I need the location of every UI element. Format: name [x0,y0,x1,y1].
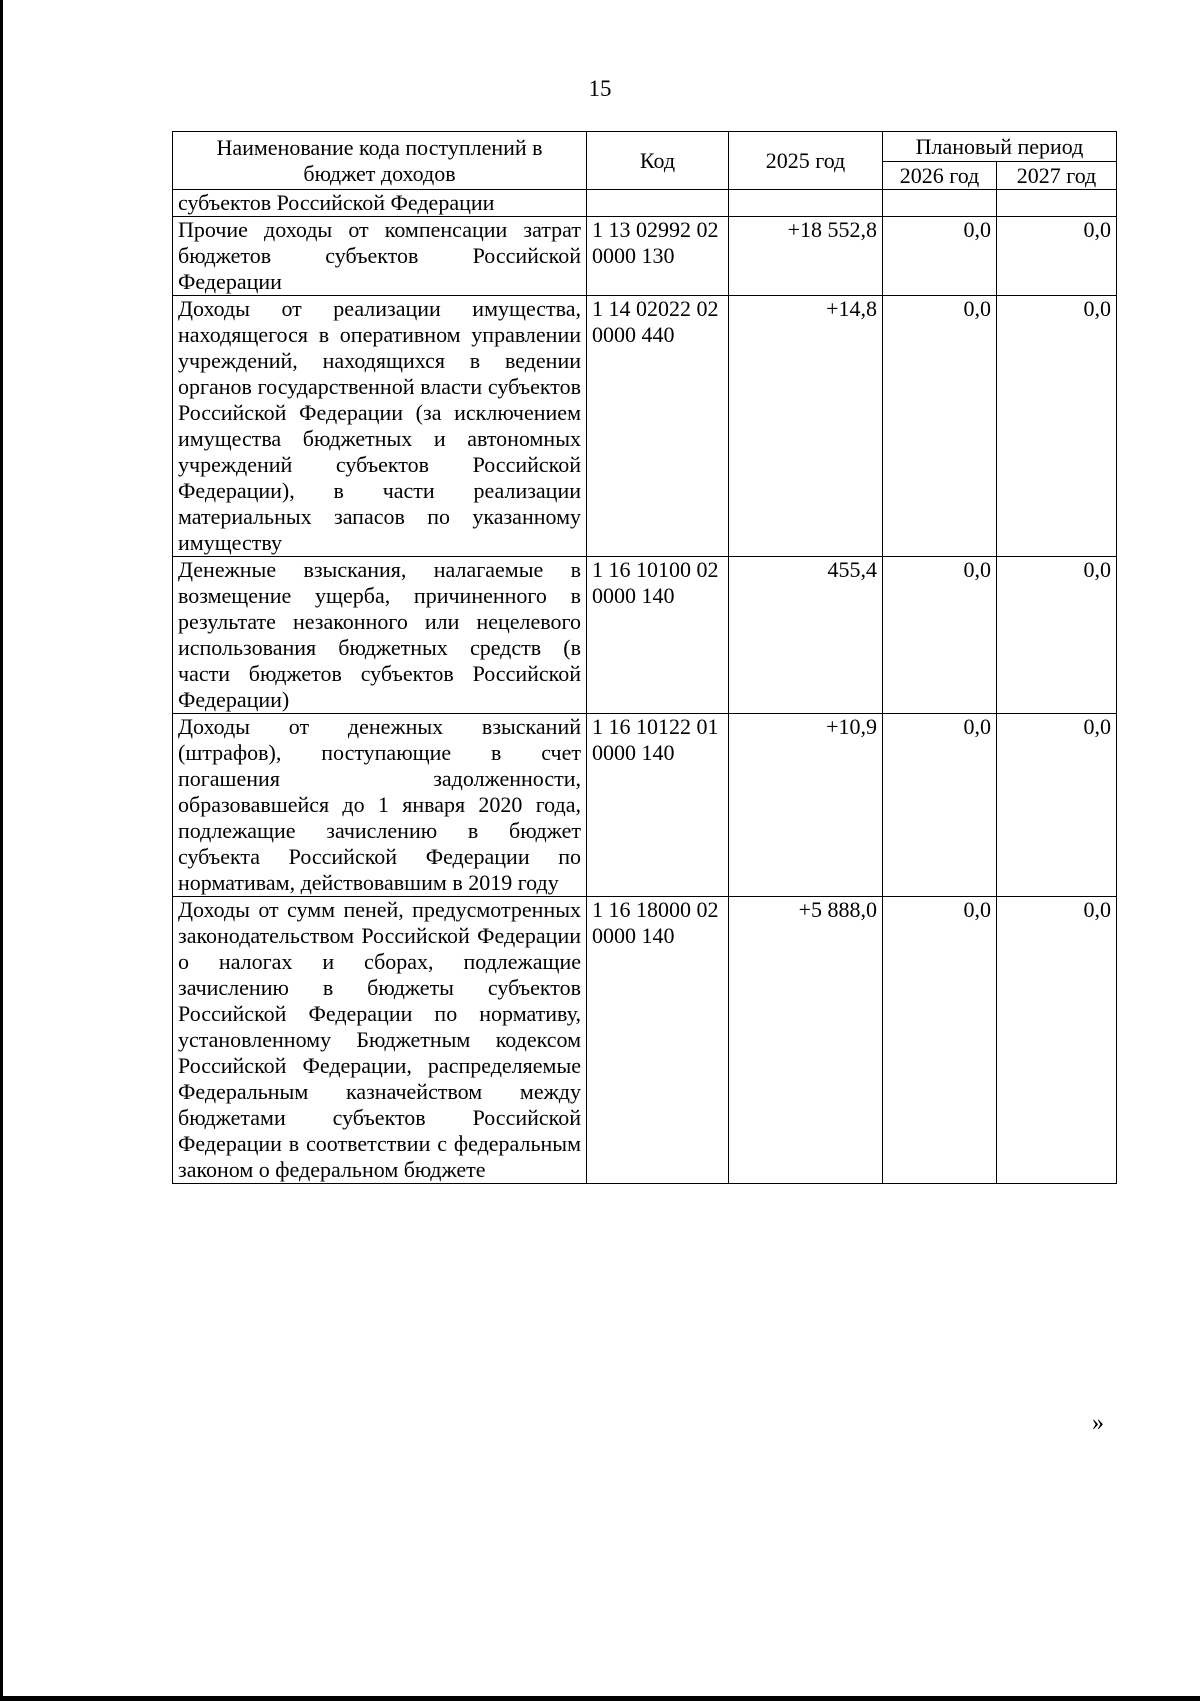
row-name: Прочие доходы от компенсации затрат бюджетов субъектов Российской Федерации [173,217,587,296]
row-value-2026: 0,0 [883,897,997,1184]
table-row [173,714,1117,897]
row-value-2026 [883,190,997,217]
row-value-2025: +5 888,0 [729,897,883,1184]
row-value-2025 [729,190,883,217]
row-value-2027: 0,0 [997,217,1117,296]
table-row [173,897,1117,1184]
row-value-2025: +14,8 [729,296,883,557]
page-number: 15 [588,76,612,101]
row-code: 1 13 02992 02 0000 130 [587,217,729,296]
row-code: 1 14 02022 02 0000 440 [587,296,729,557]
row-value-2027: 0,0 [997,557,1117,714]
row-value-2027: 0,0 [997,897,1117,1184]
row-name: Доходы от сумм пеней, предусмотренных законодательством Российской Федерации о налогах и сборах, подлежащие зачислению в бюджеты субъектов Российской Федерации по нормативу, установленному Бюджетным кодексом Российской Федерации, распределяемые Федеральным казначейством между бюджетами субъектов Российской Федерации в соответствии с федеральным законом о федеральном бюджете [173,897,587,1184]
table-header-row [173,132,1117,162]
row-code: 1 16 10100 02 0000 140 [587,557,729,714]
row-value-2027: 0,0 [997,714,1117,897]
row-value-2026: 0,0 [883,217,997,296]
row-value-2025: +10,9 [729,714,883,897]
row-value-2027 [997,190,1117,217]
budget-revenue-table [172,131,1117,1184]
row-name: субъектов Российской Федерации [173,190,587,217]
header-year-2026: 2026 год [883,162,997,190]
header-name: Наименование кода поступлений в бюджет доходов [173,132,587,190]
row-value-2026: 0,0 [883,296,997,557]
table-row [173,296,1117,557]
row-name: Доходы от денежных взысканий (штрафов), поступающие в счет погашения задолженности, образовавшейся до 1 января 2020 года, подлежащие зачислению в бюджет субъекта Российской Федерации по нормативам, действовавшим в 2019 году [173,714,587,897]
row-name: Доходы от реализации имущества, находящегося в оперативном управлении учреждений, находящихся в ведении органов государственной власти субъектов Российской Федерации (за исключением имущества бюджетных и автономных учреждений субъектов Российской Федерации), в части реализации материальных запасов по указанному имуществу [173,296,587,557]
table-row [173,557,1117,714]
scan-bottom-edge [0,1696,1200,1701]
row-value-2026: 0,0 [883,714,997,897]
row-value-2025: 455,4 [729,557,883,714]
header-plan-period: Плановый период [883,132,1117,162]
closing-quote-mark: » [1092,1410,1104,1436]
row-code [587,190,729,217]
row-value-2027: 0,0 [997,296,1117,557]
row-code: 1 16 18000 02 0000 140 [587,897,729,1184]
row-value-2026: 0,0 [883,557,997,714]
table-row [173,217,1117,296]
scan-left-edge [0,0,3,1701]
row-value-2025: +18 552,8 [729,217,883,296]
row-name: Денежные взыскания, налагаемые в возмещение ущерба, причиненного в результате незаконного или нецелевого использования бюджетных средств (в части бюджетов субъектов Российской Федерации) [173,557,587,714]
table-row [173,190,1117,217]
header-year-2025: 2025 год [729,132,883,190]
header-year-2027: 2027 год [997,162,1117,190]
row-code: 1 16 10122 01 0000 140 [587,714,729,897]
header-code: Код [587,132,729,190]
